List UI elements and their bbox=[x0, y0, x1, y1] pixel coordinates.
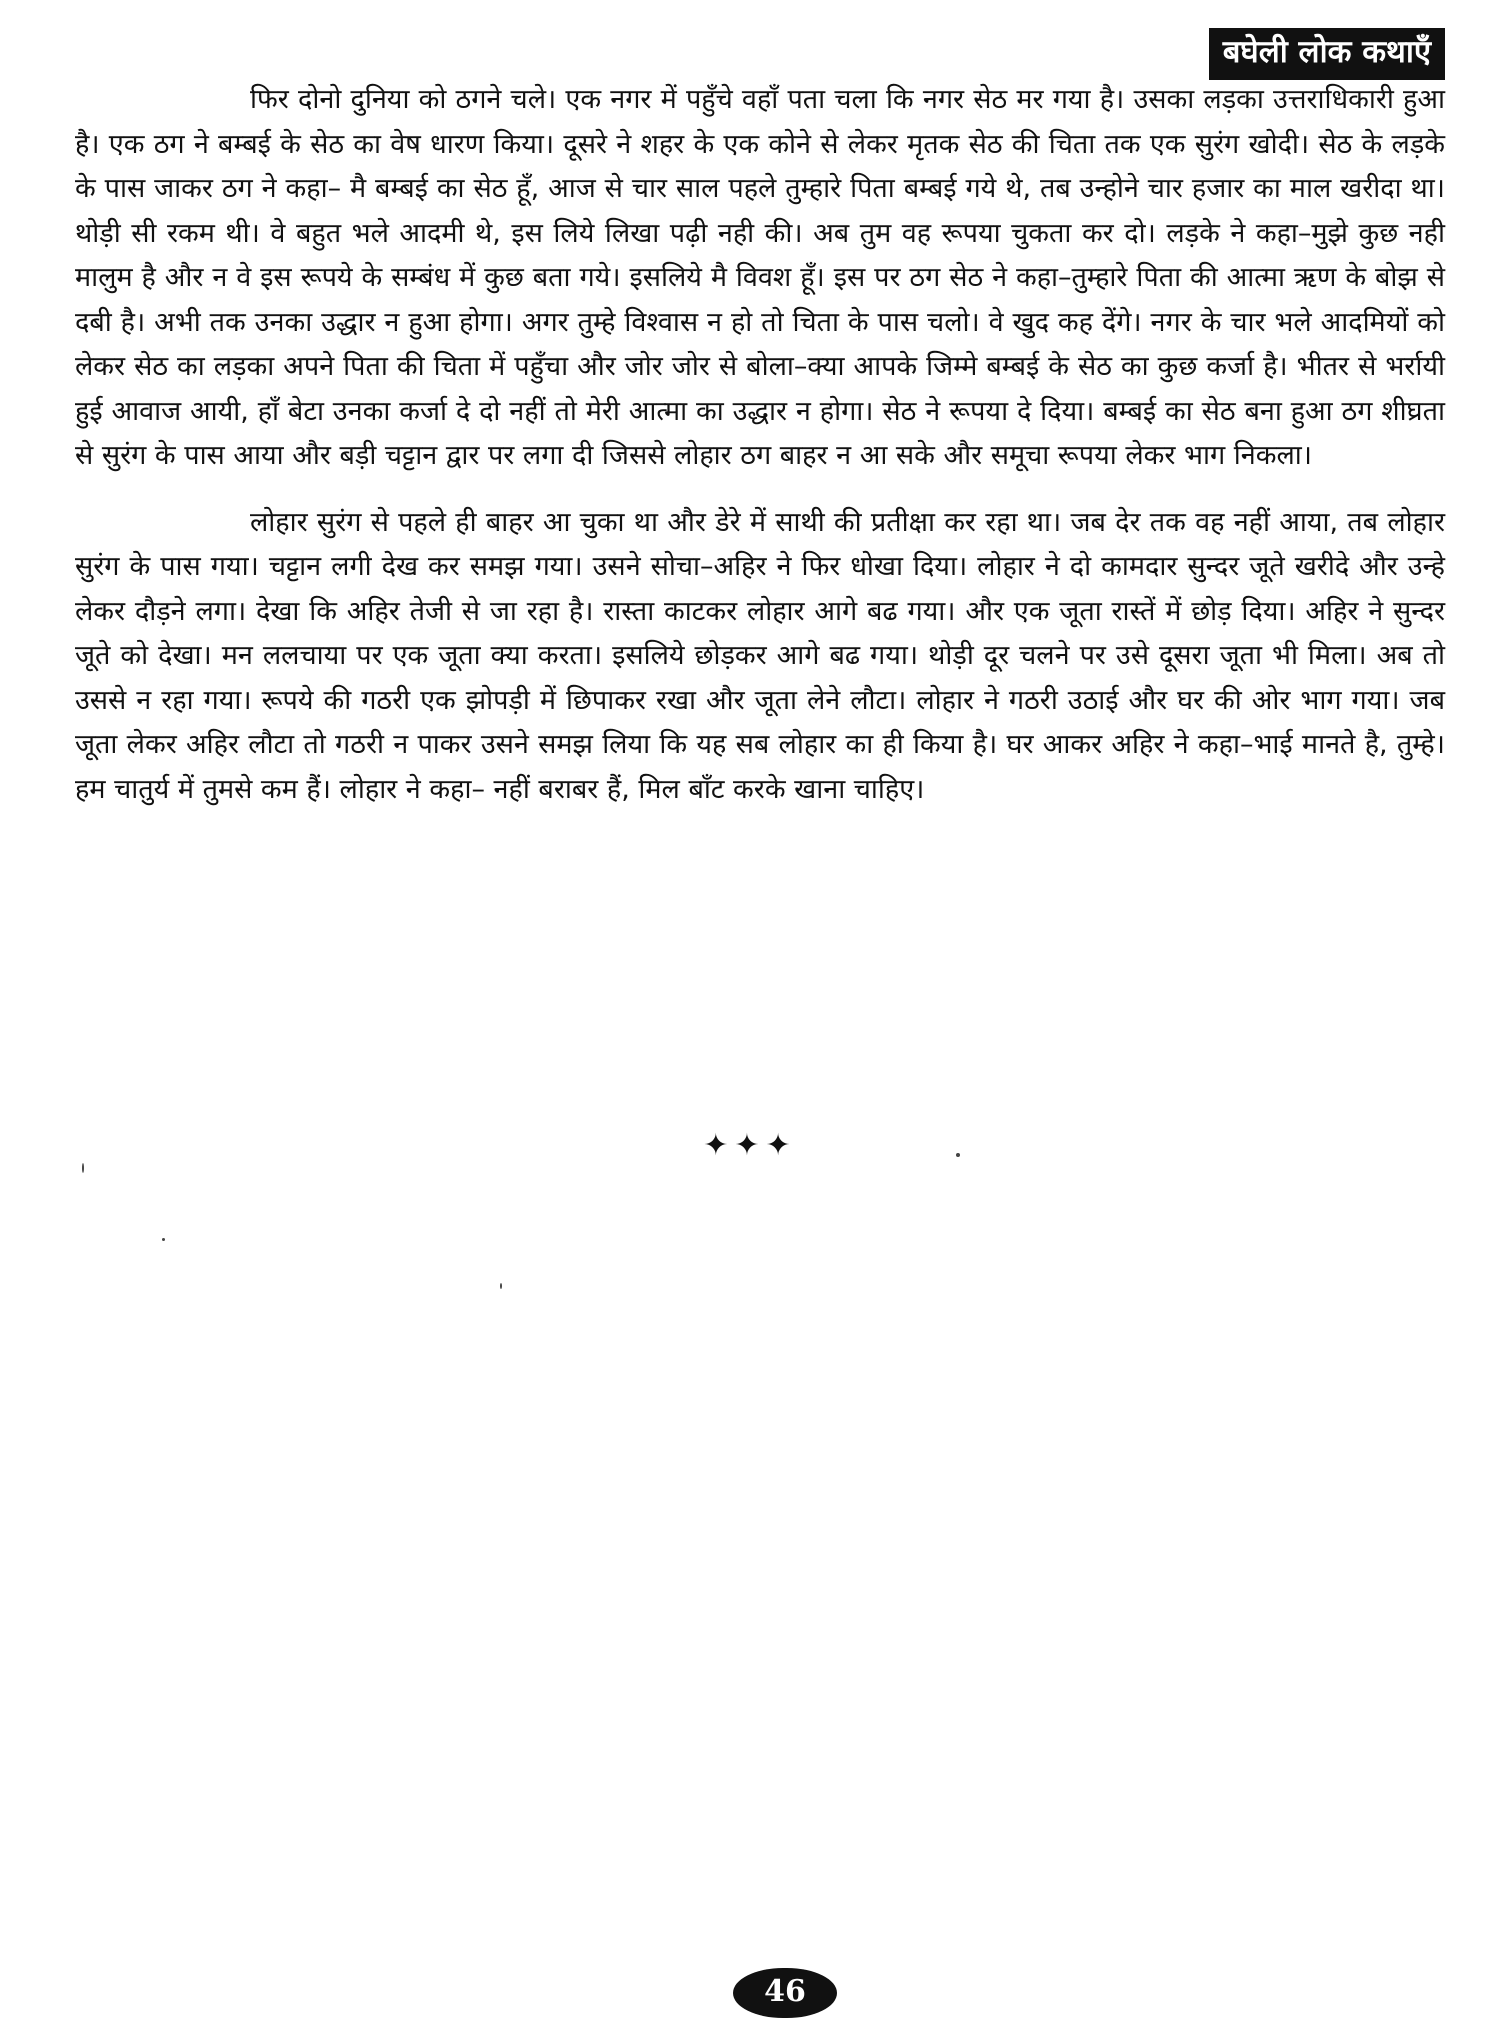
paragraph-2: लोहार सुरंग से पहले ही बाहर आ चुका था और डेरे में साथी की प्रतीक्षा कर रहा था। जब देर तक वह नहीं आया, तब लोहार सुरंग के पास गया। चट्टान लगी देख कर समझ गया। उसने सोचा–अहिर ने फिर धोखा दिया। लोहार ने दो कामदार सुन्दर जूते खरीदे और उन्हे लेकर दौड़ने लगा। देखा कि अहिर तेजी से जा रहा है। रास्ता काटकर लोहार आगे बढ गया। और एक जूता रास्तें में छोड़ दिया। अहिर ने सुन्दर जूते को देखा। मन ललचाया पर एक जूता क्या करता। इसलिये छोड़कर आगे बढ गया। थोड़ी दूर चलने पर उसे दूसरा जूता भी मिला। अब तो उससे न रहा गया। रूपये की गठरी एक झोपड़ी में छिपाकर रखा और जूता लेने लौटा। लोहार ने गठरी उठाई और घर की ओर भाग गया। जब जूता लेकर अहिर लौटा तो गठरी न पाकर उसने समझ लिया कि यह सब लोहार का ही किया है। घर आकर अहिर ने कहा–भाई मानते है, तुम्हे। हम चातुर्य में तुमसे कम हैं। लोहार ने कहा– नहीं बराबर हैं, मिल बाँट करके खाना चाहिए। bbox=[75, 506, 1445, 805]
page-number: 46 bbox=[733, 1968, 837, 2018]
paragraph-1: फिर दोनो दुनिया को ठगने चले। एक नगर में पहुँचे वहाँ पता चला कि नगर सेठ मर गया है। उसका लड़का उत्तराधिकारी हुआ है। एक ठग ने बम्बई के सेठ का वेष धारण किया। दूसरे ने शहर के एक कोने से लेकर मृतक सेठ की चिता तक एक सुरंग खोदी। सेठ के लड़के के पास जाकर ठग ने कहा– मै बम्बई का सेठ हूँ, आज से चार साल पहले तुम्हारे पिता बम्बई गये थे, तब उन्होने चार हजार का माल खरीदा था। थोड़ी सी रकम थी। वे बहुत भले आदमी थे, इस लिये लिखा पढ़ी नही की। अब तुम वह रूपया चुकता कर दो। लड़के ने कहा–मुझे कुछ नही मालुम है और न वे इस रूपये के सम्बंध में कुछ बता गये। इसलिये मै विवश हूँ। इस पर ठग सेठ ने कहा–तुम्हारे पिता की आत्मा ऋण के बोझ से दबी है। अभी तक उनका उद्धार न हुआ होगा। अगर तुम्हे विश्वास न हो तो चिता के पास चलो। वे खुद कह देंगे। नगर के चार भले आदमियों को लेकर सेठ का लड़का अपने पिता की चिता में पहुँचा और जोर जोर से बोला–क्या आपके जिम्मे बम्बई के सेठ का कुछ कर्जा है। भीतर से भर्रायी हुई आवाज आयी, हाँ बेटा उनका कर्जा दे दो नहीं तो मेरी आत्मा का उद्धार न होगा। सेठ ने रूपया दे दिया। बम्बई का सेठ बना हुआ ठग शीघ्रता से सुरंग के पास आया और बड़ी चट्टान द्वार पर लगा दी जिससे लोहार ठग बाहर न आ सके और समूचा रूपया लेकर भाग निकला। bbox=[75, 84, 1445, 471]
scan-speck bbox=[956, 1153, 960, 1157]
scan-speck bbox=[500, 1283, 502, 1289]
story-body bbox=[75, 78, 1445, 812]
scan-speck bbox=[82, 1163, 84, 1173]
scan-speck bbox=[162, 1238, 165, 1241]
section-end-ornament: ✦✦✦ bbox=[703, 1128, 797, 1163]
running-header: बघेली लोक कथाएँ bbox=[1209, 28, 1445, 80]
